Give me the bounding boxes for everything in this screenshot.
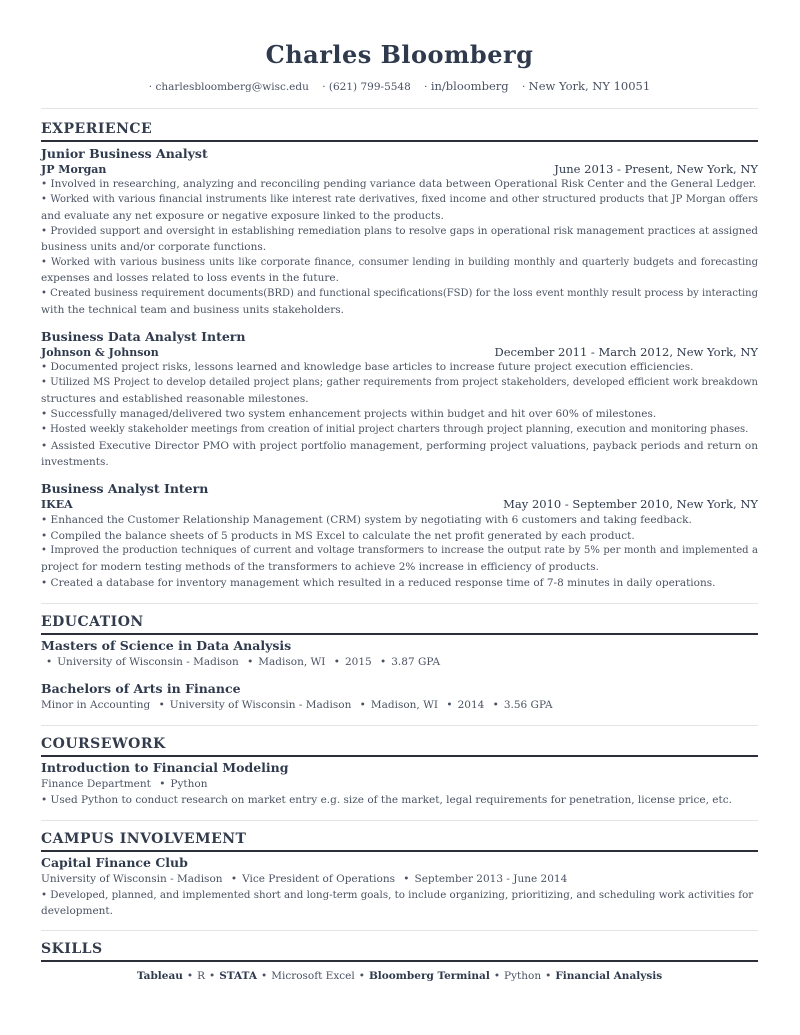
bullet-line: investments. [41,456,109,468]
bullet-line: • Successfully managed/delivered two system enhancement projects within budget and hit over 60% of milestones. [41,408,657,420]
bullet-line: • Worked with various financial instruments like interest rate derivatives, fixed income and other structured products that JP Morgan offers [41,194,758,205]
bullet-line: expenses and losses related to loss events in the future. [41,272,339,284]
organization-title: Capital Finance Club [41,855,188,870]
bullet-line: • Assisted Executive Director PMO with project portfolio management, performing project valuations, payback periods and return on [41,440,758,452]
skill-item: Python [504,970,542,982]
bullet-line: • Provided support and oversight in establishing remediation plans to resolve gaps in operational risk management practices at assigned [41,225,758,237]
section-rule [41,140,758,142]
degree-title: Masters of Science in Data Analysis [41,638,292,653]
section-title-campus: CAMPUS INVOLVEMENT [41,831,247,847]
bullet-line: development. [41,905,113,917]
header-divider [41,108,758,109]
bullet-line: • Worked with various business units like corporate finance, consumer lending in building monthly and quarterly budgets and forecasting [41,257,758,268]
bullet-line: • Created a database for inventory management which resulted in a reduced response time of 7-8 minutes in daily operations. [41,577,716,589]
bullet-line: and evaluate any net exposure or negative exposure linked to the products. [41,210,444,222]
section-divider [41,725,758,726]
skill-item: Microsoft Excel [271,970,355,982]
job-date: June 2013 - Present, New York, NY [554,162,758,176]
section-title-skills: SKILLS [41,941,103,957]
bullet-line: business units and/or corporate functions. [41,241,267,253]
skill-item: Tableau [136,970,183,982]
contact-location: · New York, NY 10051 [521,79,651,93]
section-divider [41,603,758,604]
course-meta: Finance Department • Python [41,778,208,790]
bullet-line: structures and established reasonable milestones. [41,393,309,405]
course-title: Introduction to Financial Modeling [41,760,289,775]
section-divider [41,930,758,931]
skill-item: Bloomberg Terminal [368,970,490,982]
degree-title: Bachelors of Arts in Finance [41,681,241,696]
section-title-coursework: COURSEWORK [41,736,166,752]
job-date: December 2011 - March 2012, New York, NY [494,345,758,359]
section-rule [41,960,758,962]
section-rule [41,850,758,852]
job-date: May 2010 - September 2010, New York, NY [503,497,758,511]
skill-item: STATA [219,970,257,982]
skill-item: R [197,970,206,982]
bullet-line: with the technical team and business units stakeholders. [41,304,345,316]
company-name: JP Morgan [41,163,107,176]
skills-list: Tableau • R • STATA • Microsoft Excel • Bloomberg Terminal • Python • Financial Analysis [136,970,663,982]
job-title: Junior Business Analyst [41,146,208,161]
contact-linkedin[interactable]: · in/bloomberg [424,79,509,93]
bullet-line: • Used Python to conduct research on market entry e.g. size of the market, legal requirements for penetration, license price, etc. [41,794,732,806]
company-name: IKEA [41,498,73,511]
job-title: Business Data Analyst Intern [41,329,246,344]
bullet-line: • Utilized MS Project to develop detailed project plans; gather requirements from project stakeholders, developed efficient work breakdown [41,377,758,388]
degree-meta: Minor in Accounting • University of Wisconsin - Madison • Madison, WI • 2014 • 3.56 GPA [41,699,553,711]
company-name: Johnson & Johnson [41,346,159,359]
bullet-line: • Hosted weekly stakeholder meetings from creation of initial project charters through project planning, execution and monitoring phases. [41,424,749,435]
bullet-line: • Compiled the balance sheets of 5 products in MS Excel to calculate the net profit generated by each product. [41,530,635,542]
bullet-line: • Documented project risks, lessons learned and knowledge base articles to increase future project execution efficiencies. [41,361,694,373]
bullet-line: • Involved in researching, analyzing and reconciling pending variance data between Operational Risk Center and the General Ledger. [41,178,757,190]
skill-item: Financial Analysis [555,970,663,982]
bullet-line: • Created business requirement documents(BRD) and functional specifications(FSD) for the loss event monthly result process by interacting [41,288,758,299]
section-rule [41,755,758,757]
contact-phone: · (621) 799-5548 [322,81,411,93]
contact-email[interactable]: · charlesbloomberg@wisc.edu [148,81,309,93]
section-divider [41,820,758,821]
section-rule [41,633,758,635]
organization-meta: University of Wisconsin - Madison • Vice President of Operations • September 2013 - June 2014 [41,873,568,885]
bullet-line: • Enhanced the Customer Relationship Management (CRM) system by negotiating with 6 customers and taking feedback. [41,514,692,526]
section-title-experience: EXPERIENCE [41,121,153,137]
contact-line [41,79,758,93]
degree-meta: • University of Wisconsin - Madison • Madison, WI • 2015 • 3.87 GPA [46,656,441,668]
candidate-name: Charles Bloomberg [265,40,534,69]
bullet-line: • Improved the production techniques of current and voltage transformers to increase the output rate by 5% per month and implemented a [41,545,758,556]
bullet-line: project for modern testing methods of the transformers to achieve 2% increase in efficiency of products. [41,561,599,573]
bullet-line: • Developed, planned, and implemented short and long-term goals, to include organizing, prioritizing, and scheduling work activities for [41,889,754,901]
section-title-education: EDUCATION [41,614,144,630]
resume-page [41,0,758,1035]
job-title: Business Analyst Intern [41,481,209,496]
